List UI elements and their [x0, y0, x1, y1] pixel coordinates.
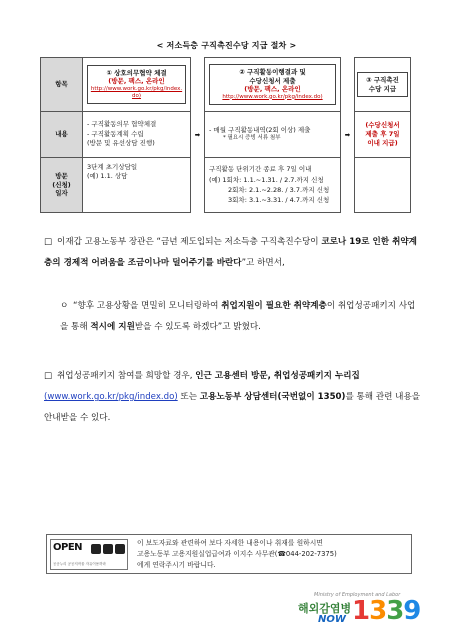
step1-url-link[interactable]: http://www.work.go.kr/pkg/index.do)	[90, 85, 183, 99]
kogl-open-badge	[50, 539, 128, 570]
license-icons	[91, 544, 125, 554]
visit-step2-line3: 2회차: 2.1.~2.28. / 3.7.까지 신청	[228, 186, 330, 194]
p2-text-a: “향후 고용상황을 면밀히 모니터링하여	[73, 301, 222, 311]
open-logo-text: OPEN	[53, 542, 83, 553]
content-step3-line1: (수당신청서	[365, 121, 400, 130]
p2-text-bold-2: 적시에 지원	[90, 322, 135, 332]
logo-main-text: 해외감염병	[298, 602, 352, 615]
arrow-gap-3	[191, 158, 205, 213]
content-step1-line3: (방문 및 유선상담 진행)	[87, 139, 155, 148]
open-badge-subtitle: 공공누리 공공저작물 자유이용허락	[53, 562, 106, 566]
circle-bullet-icon: ㅇ	[60, 301, 69, 311]
content-step1	[83, 112, 191, 158]
content-step1-line2: - 구직활동계획 수립	[87, 129, 144, 138]
step1-box	[87, 65, 186, 104]
square-bullet-icon: □	[44, 237, 53, 247]
visit-step2-line4: 3회차: 3.1.~3.31. / 4.7.까지 신청	[228, 196, 330, 205]
visit-step1	[83, 158, 191, 213]
logo-digit: 3	[369, 596, 387, 626]
logo-now-text: NOW	[318, 614, 346, 625]
paragraph-minister-statement	[44, 232, 422, 274]
campaign-logo	[292, 592, 422, 632]
visit-step2-line2: (예) 1회차: 1.1.~1.31. / 2.7.까지 신청	[209, 175, 324, 184]
modification-icon	[115, 544, 125, 554]
p1-text-c: ”고 하면서,	[241, 258, 285, 268]
row-header-visit	[41, 158, 83, 213]
step2-box	[209, 64, 336, 104]
p1-text-a: 이재갑 고용노동부 장관은 “금년 제도입되는 저소득층 구직촉진수당이	[57, 237, 322, 247]
step2-title-line1: ② 구직활동이행결과 및	[239, 68, 306, 77]
p3-text-bold-1: 인근 고용센터 방문, 취업성공패키지 누리집	[195, 371, 360, 381]
visit-step1-line1: 3단계 초기상담일	[87, 163, 138, 171]
content-step3	[355, 112, 411, 158]
content-step3-line2: 제출 후 7일	[365, 130, 400, 139]
visit-step2	[205, 158, 341, 213]
content-step3-line3: 이내 지급)	[367, 138, 398, 147]
step3-cell	[355, 58, 411, 112]
step1-channels: (방문, 팩스, 온라인	[108, 77, 165, 86]
contact-footer	[46, 534, 412, 574]
page-title: < 저소득층 구직촉진수당 지급 절차 >	[156, 41, 297, 50]
logo-digit: 3	[386, 596, 404, 626]
content-step2-line1: - 매월 구직활동내역(2회 이상) 제출	[209, 125, 311, 134]
p2-text-c: 이 취업성공패키지 사업을 통해	[60, 301, 416, 332]
step2-url-link[interactable]: http://www.work.go.kr/pkg/index.do)	[222, 93, 323, 100]
package-site-link[interactable]: (www.work.go.kr/pkg/index.do)	[44, 392, 178, 402]
p3-text-d: 또는	[177, 392, 200, 402]
contact-text	[137, 538, 409, 571]
step2-cell	[205, 58, 341, 112]
step3-title-line1: ③ 구직촉진	[366, 76, 399, 85]
logo-hotline-number	[352, 596, 420, 626]
row-header-visit-line1: 방문	[55, 172, 68, 181]
commercial-use-icon	[103, 544, 113, 554]
visit-step3	[355, 158, 411, 213]
logo-ministry-text: Ministry of Employment and Labor	[314, 592, 401, 598]
logo-digit: 9	[403, 596, 421, 626]
square-bullet-icon: □	[44, 371, 53, 381]
visit-step1-line2: (예) 1.1. 상담	[87, 172, 128, 181]
content-step2	[205, 112, 341, 158]
row-header-item: 항목	[41, 58, 83, 112]
step2-channels: (방문, 팩스, 온라인	[244, 85, 301, 94]
step3-title-line2: 수당 지급	[368, 84, 397, 93]
p3-text-a: 취업성공패키지 참여를 희망할 경우,	[57, 371, 196, 381]
attribution-icon	[91, 544, 101, 554]
contact-line3: 에게 연락주시기 바랍니다.	[137, 561, 216, 569]
contact-line1: 이 보도자료와 관련하여 보다 자세한 내용이나 취재를 원하시면	[137, 539, 323, 547]
row-header-visit-line2: (신청)	[52, 180, 71, 189]
p3-text-bold-2: 고용노동부 상담센터(국번없이 1350)	[199, 392, 346, 402]
procedure-table	[40, 57, 411, 213]
row-header-visit-line3: 일자	[55, 189, 68, 198]
content-step1-line1: - 구직활동의무 협약체결	[87, 120, 157, 129]
step2-title-line2: 수당신청서 제출	[249, 76, 296, 85]
p3-text-f: 를 통해 관련 내용을 안내받을 수 있다.	[44, 392, 421, 423]
arrow-gap-1	[191, 58, 205, 112]
step1-cell	[83, 58, 191, 112]
p2-text-bold-1: 취업지원이 필요한 취약계층	[221, 301, 327, 311]
p1-text-bold: 코로나 19로 인한 취약계층의 경제적 어려움을 조금이나마 덜어주기를 바란다	[44, 237, 417, 268]
row-header-content: 내용	[41, 112, 83, 158]
arrow-right-icon-1: ➡	[191, 112, 205, 158]
logo-digit: 1	[352, 596, 370, 626]
arrow-gap-2	[341, 58, 355, 112]
visit-step2-line1: 구직활동 단위기간 종료 후 7일 이내	[209, 165, 312, 174]
p2-text-e: 받을 수 있도록 하겠다”고 밝혔다.	[134, 322, 261, 332]
contact-line2: 고용노동부 고용지원실업급여과 이지수 사무관(☎044-202-7375)	[137, 550, 337, 558]
step3-box	[357, 72, 408, 97]
arrow-right-icon-2: ➡	[341, 112, 355, 158]
paragraph-how-to-apply	[44, 366, 422, 429]
paragraph-monitoring-quote	[60, 296, 422, 338]
arrow-gap-4	[341, 158, 355, 213]
content-step2-note: * 필요시 증빙 서류 첨부	[223, 135, 281, 142]
step1-title: ① 상호의무협약 체결	[106, 68, 167, 77]
